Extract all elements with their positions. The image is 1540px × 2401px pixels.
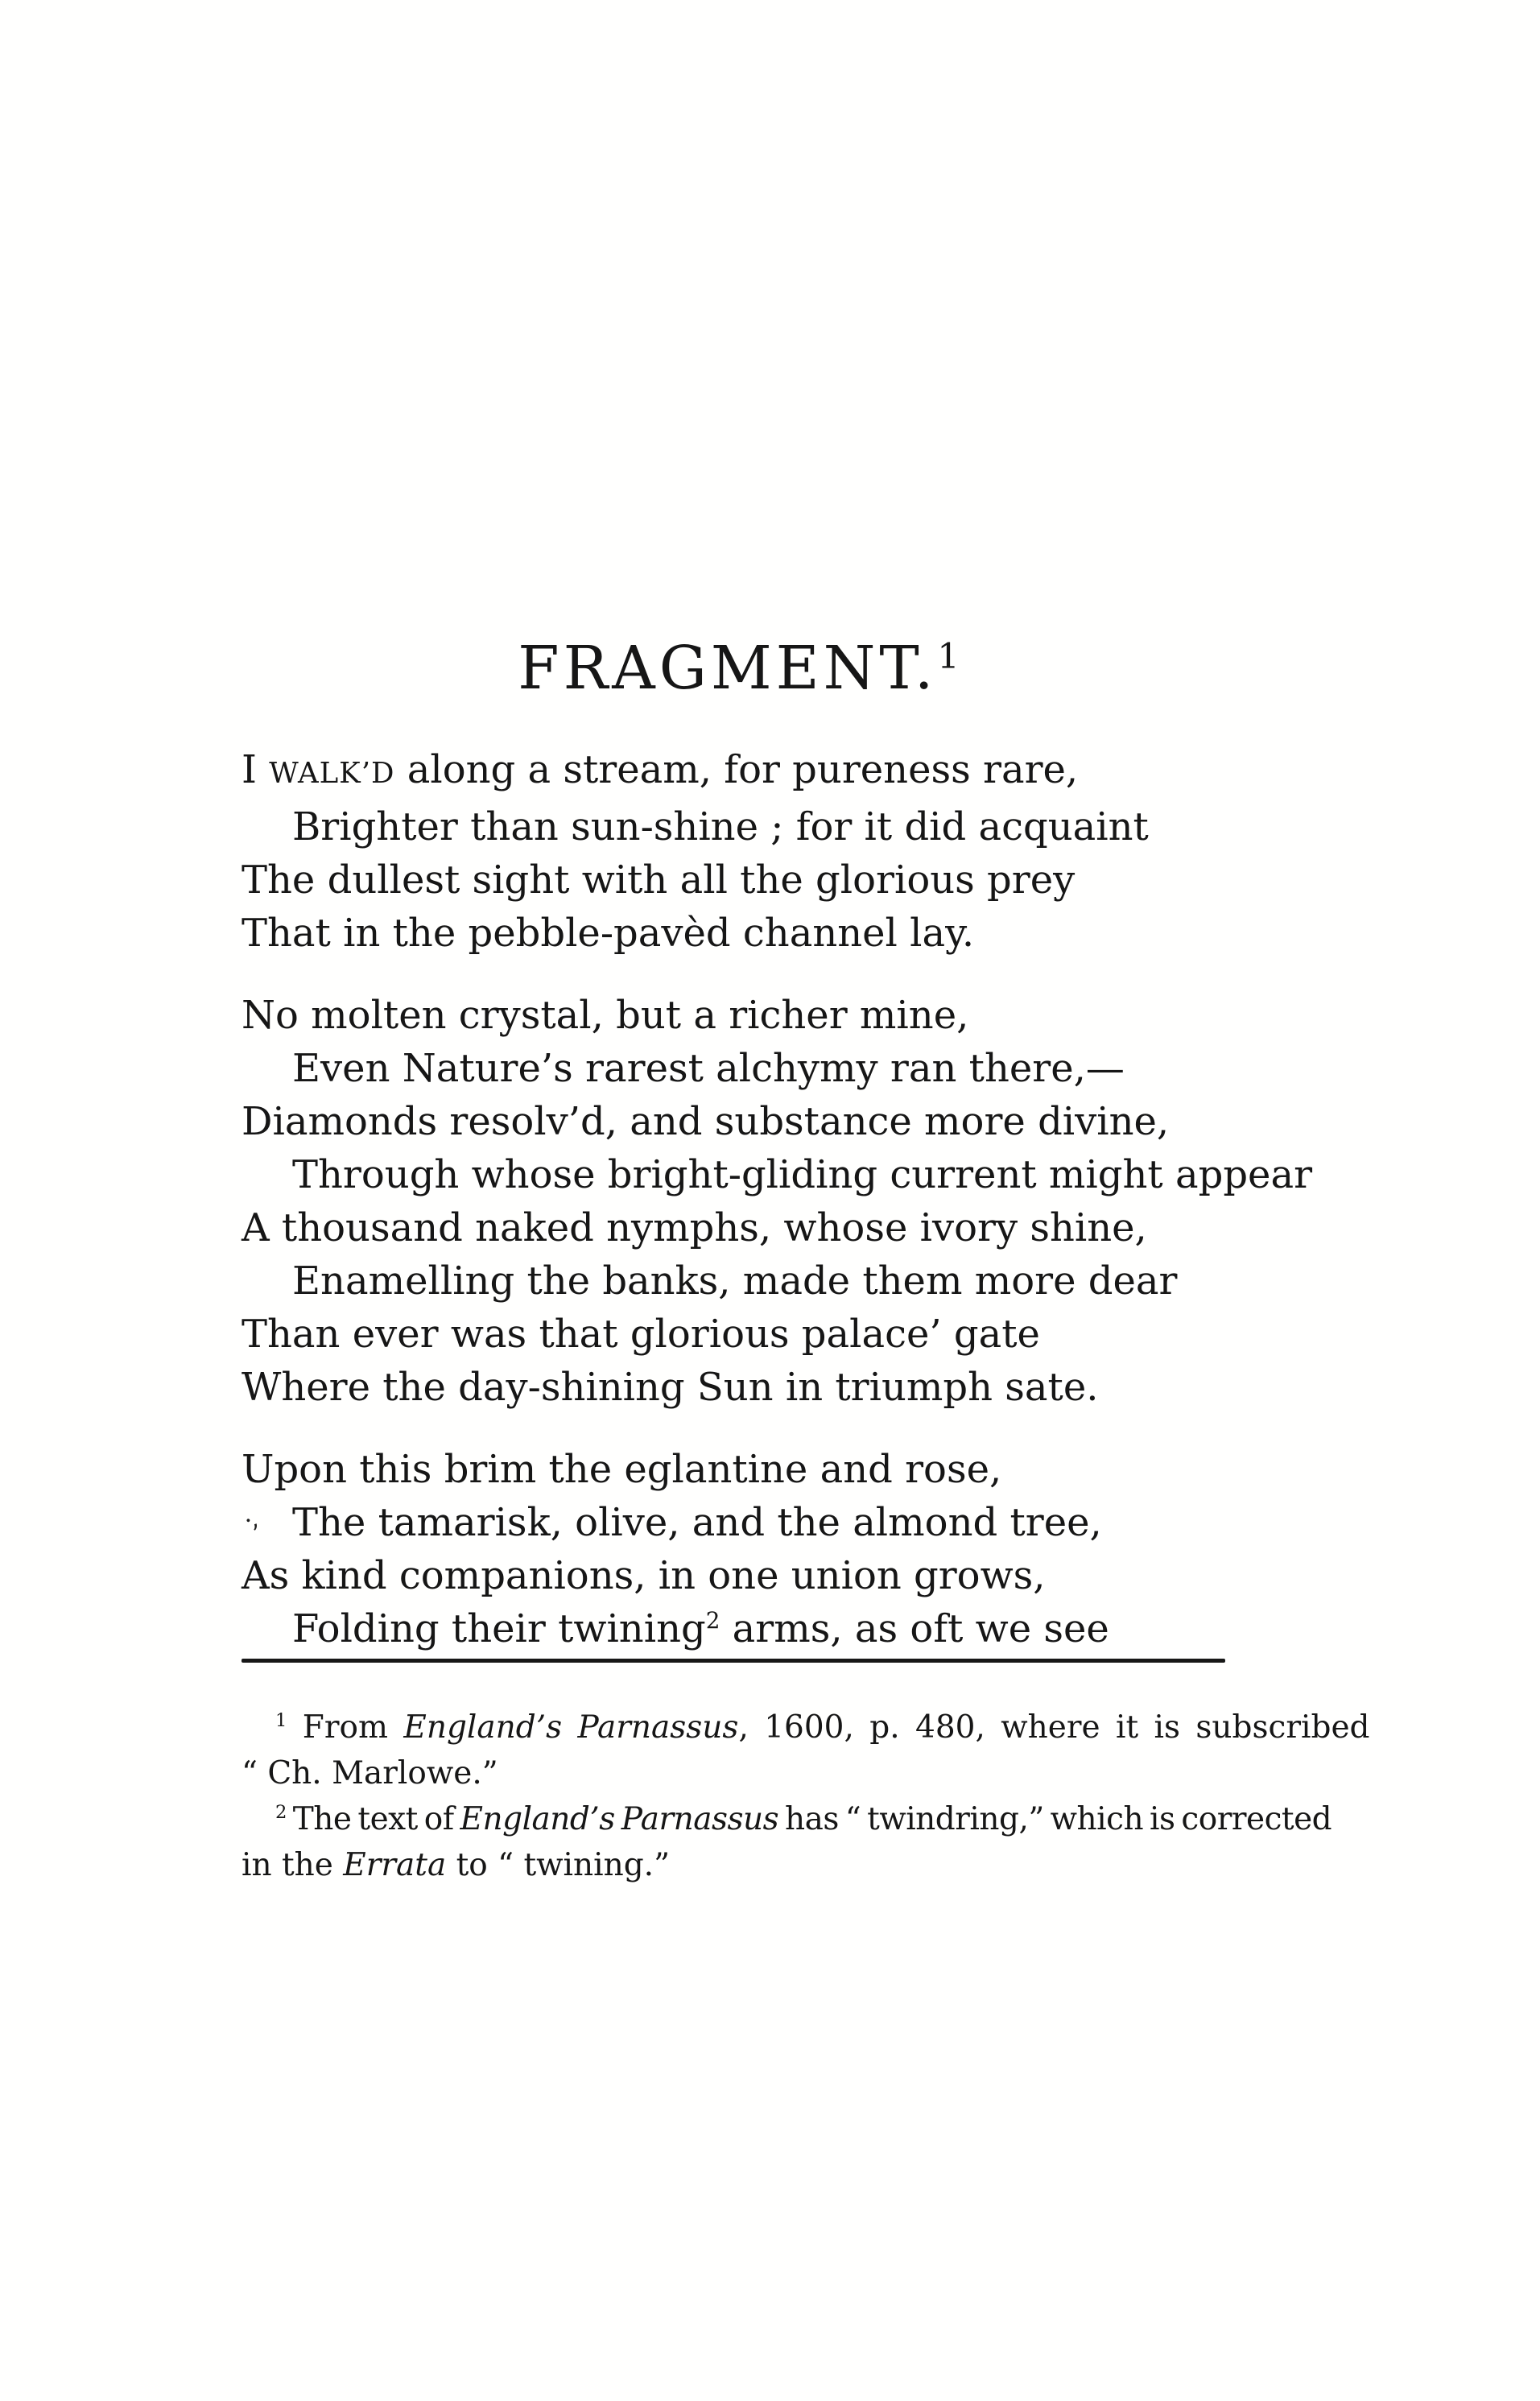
text-segment: WALK’D xyxy=(269,757,395,791)
poem-line xyxy=(242,800,1240,853)
poem-line xyxy=(242,1254,1240,1308)
poem-line xyxy=(242,1095,1240,1148)
text-segment: From xyxy=(287,1709,404,1746)
stray-ink-mark: ·, xyxy=(240,1506,260,1536)
poem-line xyxy=(242,1443,1240,1496)
poem-line xyxy=(242,907,1240,960)
text-segment: Diamonds resolv’d, and substance more divine, xyxy=(242,1099,1170,1145)
footnote-divider-rule xyxy=(242,1659,1225,1663)
text-segment: As kind companions, in one union grows, xyxy=(242,1553,1046,1599)
poem-line xyxy=(242,1042,1240,1095)
text-segment: Upon this brim the eglantine and rose, xyxy=(242,1447,1002,1493)
footnotes-section xyxy=(242,1705,1370,1888)
superscript-reference: 2 xyxy=(275,1802,287,1824)
text-segment: to “ twining.” xyxy=(446,1847,671,1884)
poem-line xyxy=(242,1308,1240,1361)
footnote-line xyxy=(242,1705,1370,1750)
page-content xyxy=(240,634,1370,1888)
poem-line xyxy=(242,853,1240,907)
text-segment: Errata xyxy=(343,1847,447,1884)
poem-line xyxy=(242,1602,1240,1655)
text-segment: England’s Parnassus xyxy=(460,1801,779,1838)
text-segment: Folding their twining xyxy=(292,1606,706,1652)
text-segment: in the xyxy=(242,1847,344,1884)
footnote-line xyxy=(242,1750,1240,1796)
text-segment: Through whose bright-gliding current might appear xyxy=(292,1152,1313,1198)
footnote-line xyxy=(242,1842,1240,1888)
text-segment: “ Ch. Marlowe.” xyxy=(242,1755,498,1792)
poem-line xyxy=(242,1549,1240,1602)
text-segment: No molten crystal, but a richer mine, xyxy=(242,993,969,1039)
text-segment: arms, as oft we see xyxy=(720,1606,1109,1652)
poem-line xyxy=(242,1496,1240,1549)
poem-title xyxy=(242,636,1240,701)
text-segment: The text of xyxy=(286,1801,460,1838)
text-segment: has “ twindring,” which is corrected xyxy=(778,1801,1332,1838)
superscript-reference: 2 xyxy=(705,1607,720,1634)
poem-stanza xyxy=(242,743,1240,960)
text-segment: England’s Parnassus xyxy=(403,1709,739,1746)
text-segment: , 1600, p. 480, where it is subscribed xyxy=(738,1709,1370,1746)
text-segment: Even Nature’s rarest alchymy ran there,— xyxy=(292,1046,1125,1092)
text-segment: The dullest sight with all the glorious prey xyxy=(242,858,1076,903)
poem-line xyxy=(242,1148,1313,1201)
poem-line xyxy=(242,743,1240,800)
text-segment: That in the pebble-pavèd channel lay. xyxy=(242,911,975,957)
poem-stanza xyxy=(242,989,1313,1414)
text-segment: along a stream, for pureness rare, xyxy=(394,747,1079,793)
poem-line xyxy=(242,1201,1240,1254)
superscript-reference: 1 xyxy=(937,636,964,677)
text-segment: I xyxy=(242,747,270,793)
poem-line xyxy=(242,1361,1240,1414)
text-segment: A thousand naked nymphs, whose ivory shine, xyxy=(242,1205,1147,1251)
footnote-line xyxy=(242,1796,1332,1842)
text-segment: The tamarisk, olive, and the almond tree, xyxy=(292,1500,1102,1546)
poem-stanza xyxy=(242,1443,1240,1655)
text-segment: Than ever was that glorious palace’ gate xyxy=(242,1312,1040,1358)
text-segment: FRAGMENT. xyxy=(518,634,938,703)
text-segment: Where the day-shining Sun in triumph sate. xyxy=(242,1365,1099,1411)
superscript-reference: 1 xyxy=(275,1710,287,1732)
poem-line xyxy=(242,989,1240,1042)
text-segment: Enamelling the banks, made them more dear xyxy=(292,1258,1178,1304)
text-segment: Brighter than sun-shine ; for it did acquaint xyxy=(292,804,1149,850)
poem-body xyxy=(240,743,1313,1655)
